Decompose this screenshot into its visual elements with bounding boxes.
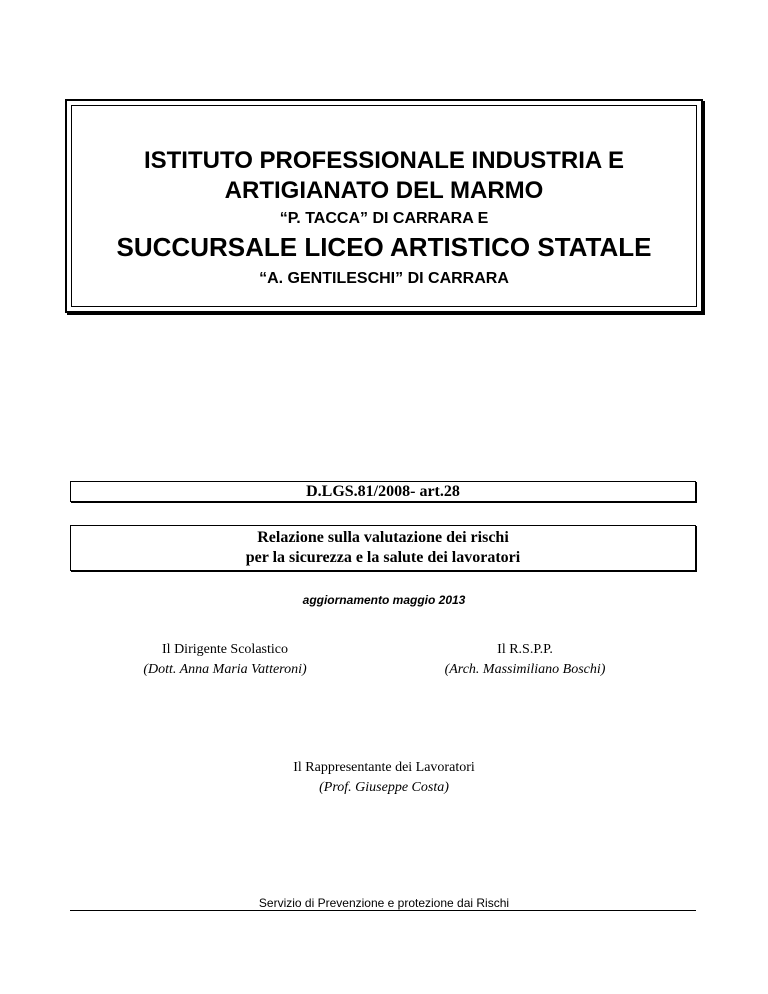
signature-rappresentante-role: Il Rappresentante dei Lavoratori <box>293 760 475 775</box>
signature-rappresentante <box>234 758 534 798</box>
institute-name-line-3: “P. TACCA” DI CARRARA E <box>279 210 489 227</box>
institute-name-line-5: “A. GENTILESCHI” DI CARRARA <box>259 270 509 287</box>
update-note: aggiornamento maggio 2013 <box>302 593 466 607</box>
footer-text: Servizio di Prevenzione e protezione dai Rischi <box>258 896 510 910</box>
signature-rspp-name: (Arch. Massimiliano Boschi) <box>444 662 606 677</box>
signature-rspp-role: Il R.S.P.P. <box>497 642 553 657</box>
institute-name-line-4: SUCCURSALE LICEO ARTISTICO STATALE <box>116 232 652 262</box>
institute-name-line-1: ISTITUTO PROFESSIONALE INDUSTRIA E <box>143 147 625 174</box>
institute-name-line-2: ARTIGIANATO DEL MARMO <box>224 177 544 204</box>
footer-divider <box>70 910 696 911</box>
signature-rspp <box>400 640 650 680</box>
signature-dirigente-name: (Dott. Anna Maria Vatteroni) <box>143 662 307 677</box>
law-reference-box: D.LGS.81/2008- art.28 <box>70 481 696 502</box>
signature-rappresentante-name: (Prof. Giuseppe Costa) <box>319 780 449 795</box>
signature-dirigente-role: Il Dirigente Scolastico <box>162 642 288 657</box>
signature-dirigente <box>100 640 350 680</box>
report-title-line-1: Relazione sulla valutazione dei rischi <box>257 529 509 546</box>
report-title-line-2: per la sicurezza e la salute dei lavoratori <box>245 549 521 566</box>
report-title-box <box>70 525 696 571</box>
